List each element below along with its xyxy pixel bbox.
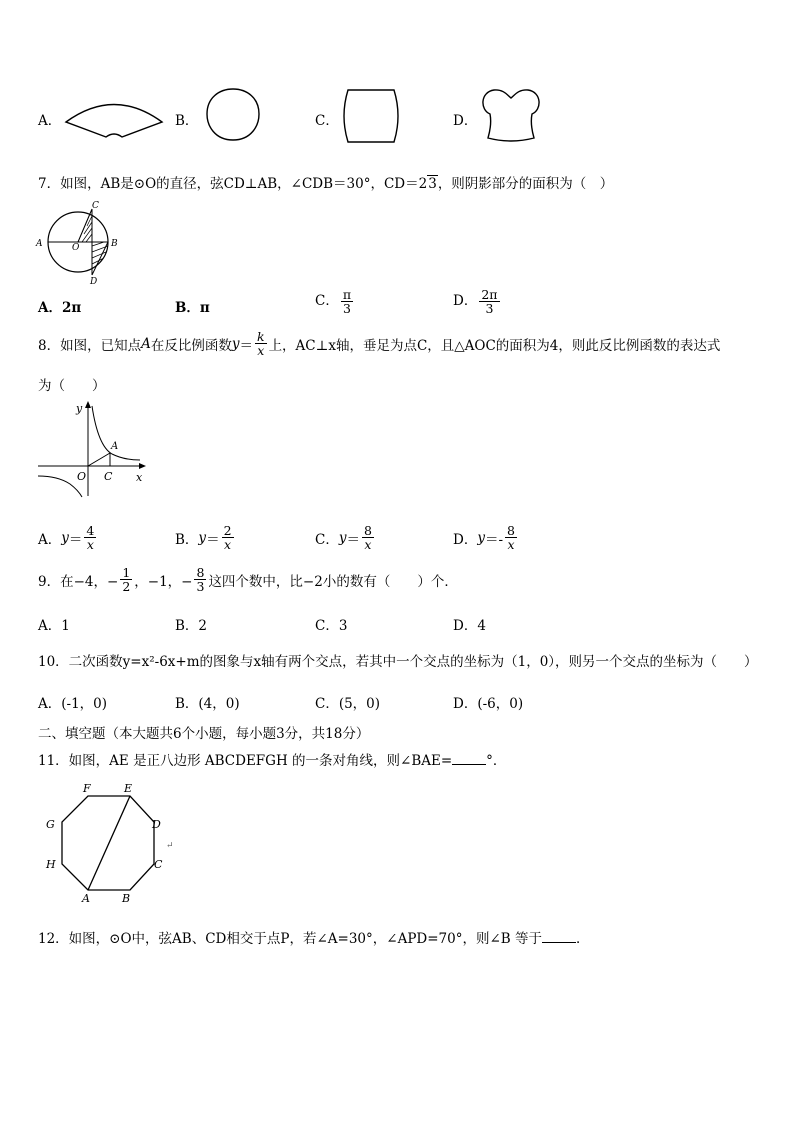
q7-sqrt: 3	[428, 176, 437, 192]
q7-label-a: A	[36, 239, 43, 249]
q9-text-post: 这四个数中，比−2小的数有（ ）个．	[208, 573, 458, 590]
q8-func-frac	[255, 330, 267, 357]
frac-num: 2	[223, 523, 232, 538]
q6-option-a-label: A．	[38, 113, 62, 129]
frac-num: 1	[122, 565, 131, 580]
q7-label-b: B	[111, 239, 118, 249]
q11-label-a: A	[82, 892, 90, 905]
q10-option-b: B．(4，0)	[175, 696, 240, 712]
q6-egg-shape	[203, 86, 263, 146]
frac-num: 8	[196, 565, 205, 580]
option-y: y	[338, 529, 347, 546]
q9-text-pre: 在−4，−	[60, 573, 119, 590]
q11-label-f: F	[83, 782, 91, 795]
q8-option-a	[38, 524, 98, 551]
q8-option-b	[175, 524, 236, 551]
q8-number: 8．	[38, 337, 61, 354]
frac-den: 3	[485, 301, 494, 317]
q7-number: 7．	[38, 176, 61, 192]
frac-num: 8	[363, 523, 372, 538]
q11-label-g: G	[46, 818, 55, 831]
answer-blank[interactable]	[452, 752, 486, 765]
option-eq: ＝	[68, 531, 83, 548]
frac-den: x	[507, 537, 515, 553]
q8-option-d	[453, 524, 519, 551]
frac-num: π	[342, 287, 352, 302]
q7-text-post: ，则阴影部分的面积为（ ）	[437, 176, 614, 192]
option-label: B．	[175, 531, 199, 548]
q7-label-d: D	[90, 277, 98, 287]
option-eq: ＝-	[484, 531, 504, 548]
q9-text-mid: ，−1，−	[134, 573, 193, 590]
q8-label-y: y	[76, 402, 83, 415]
option-y: y	[198, 529, 207, 546]
q7-option-d	[453, 288, 502, 315]
q9-option-b: B．2	[175, 618, 208, 634]
q9-frac2	[194, 566, 206, 593]
option-label: C．	[315, 531, 339, 548]
frac-den: 2	[122, 579, 131, 595]
option-label: A．	[38, 531, 62, 548]
q8-label-o: O	[77, 470, 87, 483]
q11-text-pre: 11．如图，AE 是正八边形 ABCDEFGH 的一条对角线，则∠BAE=	[38, 753, 453, 769]
q8-label-a: A	[111, 441, 119, 452]
q11-label-d: D	[152, 818, 161, 831]
q7-option-c	[315, 288, 355, 315]
frac-den: x	[257, 343, 265, 359]
option-frac	[505, 524, 517, 551]
q7-label-o: O	[72, 243, 80, 253]
q7-text-pre: 如图，AB是⊙O的直径，弦CD⊥AB，∠CDB＝30°，CD＝2	[60, 176, 428, 192]
q8-label-x: x	[136, 471, 143, 484]
q12-question	[38, 927, 590, 947]
q6-option-b-label: B．	[175, 113, 199, 129]
q7-option-c-label: C．	[315, 293, 339, 310]
q11-label-h: H	[46, 858, 56, 871]
q6-option-c-label: C．	[315, 113, 339, 129]
option-eq: ＝	[206, 531, 220, 548]
q7-option-d-frac	[479, 288, 499, 315]
frac-num: 8	[507, 523, 515, 538]
q8-func-y: y	[231, 335, 240, 352]
frac-num: k	[256, 329, 265, 344]
q9-frac1	[120, 566, 132, 593]
frac-den: x	[364, 537, 372, 553]
frac-den: 3	[342, 301, 351, 317]
q7-option-c-frac	[341, 288, 353, 315]
q6-fan-shape	[62, 95, 166, 141]
q10-option-c: C．(5，0)	[315, 696, 381, 712]
q9-option-a: A．1	[38, 618, 70, 634]
q8-text-mid: 在反比例函数	[150, 337, 232, 354]
q6-heart-shape	[478, 84, 544, 148]
option-frac	[222, 524, 234, 551]
section-heading: 二、填空题（本大题共6个小题，每小题3分，共18分）	[38, 726, 370, 742]
q7-option-b: B．π	[175, 300, 210, 316]
q7-option-d-label: D．	[453, 293, 478, 310]
q11-text-post: °．	[486, 753, 507, 769]
option-label: D．	[453, 531, 478, 548]
option-frac	[362, 524, 374, 551]
q7-label-c: C	[92, 201, 99, 211]
q9-option-d: D．4	[453, 618, 486, 634]
q7-question	[38, 172, 613, 192]
q9-number: 9．	[38, 573, 61, 590]
q12-text-pre: 12．如图，⊙O中，弦AB、CD相交于点P，若∠A=30°，∠APD=70°，则∠B 等于	[38, 931, 542, 947]
q8-eq: ＝	[239, 337, 253, 354]
option-y: y	[477, 529, 485, 546]
q6-barrel-shape	[340, 86, 402, 148]
q8-label-c: C	[104, 470, 113, 483]
frac-den: 3	[196, 579, 205, 595]
q10-option-d: D．(-6，0)	[453, 696, 524, 712]
q12-text-post: ．	[576, 931, 590, 947]
q9-option-c: C．3	[315, 618, 348, 634]
q11-question	[38, 749, 506, 769]
q11-label-b: B	[122, 892, 131, 905]
return-mark: ↵	[166, 841, 174, 851]
q6-option-d-label: D．	[453, 113, 478, 129]
q8-point-a: A	[141, 335, 151, 352]
q7-option-a: A．2π	[38, 300, 82, 316]
option-frac	[84, 524, 96, 551]
q8-line2: 为（ ）	[38, 378, 106, 394]
q10-option-a: A．(-1，0)	[38, 696, 108, 712]
option-eq: ＝	[346, 531, 360, 548]
frac-num: 4	[86, 523, 95, 538]
q8-option-c	[315, 524, 376, 551]
frac-den: x	[224, 537, 232, 553]
option-y: y	[61, 529, 69, 546]
q8-text-pre: 如图，已知点	[60, 337, 142, 354]
q8-question	[38, 330, 720, 357]
q11-label-c: C	[154, 858, 163, 871]
q11-label-e: E	[124, 782, 133, 795]
q8-text-post: 上，AC⊥x轴，垂足为点C，且△AOC的面积为4，则此反比例函数的表达式	[268, 337, 721, 354]
frac-num: 2π	[481, 287, 498, 302]
frac-den: x	[86, 537, 94, 553]
q11-octagon-figure	[40, 778, 176, 906]
answer-blank[interactable]	[542, 930, 576, 943]
q8-graph-figure	[36, 398, 154, 498]
q10-question: 10．二次函数y=x²-6x+m的图象与x轴有两个交点，若其中一个交点的坐标为（1，0），则另一个交点的坐标为（ ）	[38, 654, 758, 670]
q9-question	[38, 566, 458, 593]
q7-circle-figure	[34, 198, 118, 287]
